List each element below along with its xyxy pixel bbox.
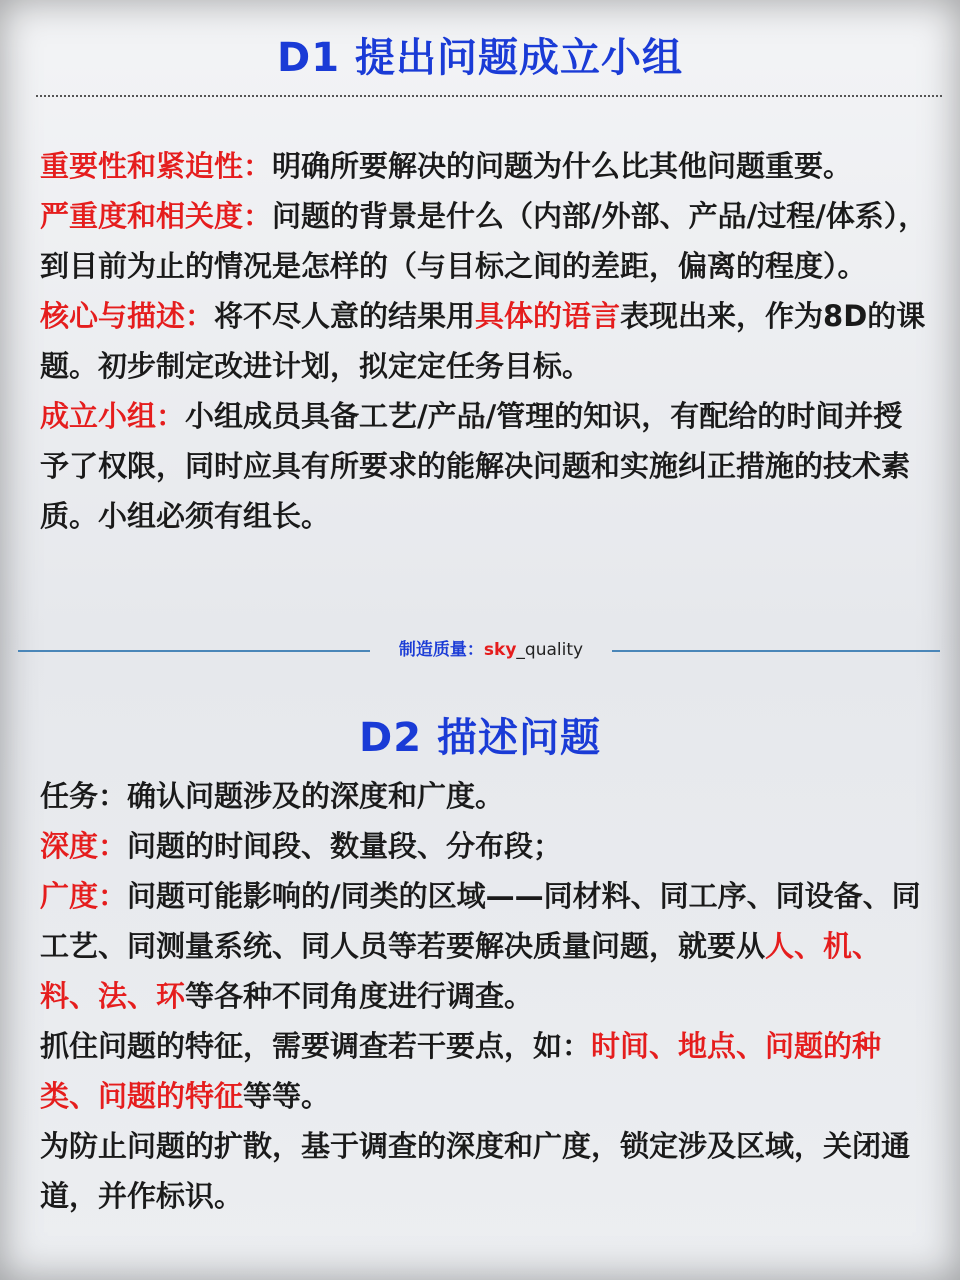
prevent-text: 为防止问题的扩散，基于调查的深度和广度，锁定涉及区域，关闭通道，并作标识。: [40, 1129, 911, 1213]
breadth-text-2: 等各种不同角度进行调查。: [185, 979, 534, 1013]
separator-left: [18, 650, 370, 652]
d1-body: [40, 141, 928, 541]
watermark-brand: sky: [483, 640, 517, 660]
watermark: [370, 638, 612, 662]
dotted-divider: [36, 95, 942, 97]
core-highlight: 具体的语言: [475, 299, 621, 333]
team-text: 小组成员具备工艺/产品/管理的知识，有配给的时间并授予了权限，同时应具有所要求的能解决问题和实施纠正措施的技术素质。小组必须有组长。: [40, 399, 911, 533]
depth-label: 深度：: [40, 829, 128, 863]
watermark-prefix: 制造质量：: [398, 640, 484, 660]
breadth-text: 问题可能影响的/同类的区域——同材料、同工序、同设备、同工艺、同测量系统、同人员等若要解决质量问题，就要从: [40, 879, 921, 963]
severity-label: 严重度和相关度：: [40, 199, 273, 233]
task-text: 任务：确认问题涉及的深度和广度。: [40, 779, 505, 813]
importance-label: 重要性和紧迫性：: [40, 149, 273, 183]
d2-body: [40, 771, 928, 1221]
feature-text-2: 等等。: [243, 1079, 331, 1113]
breadth-label: 广度：: [40, 879, 128, 913]
d1-title: D1 提出问题成立小组: [277, 35, 683, 81]
depth-text: 问题的时间段、数量段、分布段；: [127, 829, 563, 863]
feature-highlight: 时间、地点、问题的种类、问题的特征: [40, 1029, 882, 1113]
breadth-highlight: 人、机、料、法、环: [40, 929, 882, 1013]
core-text-2: 表现出来，作为8D的课题。初步制定改进计划，拟定定任务目标。: [40, 299, 926, 383]
core-label: 核心与描述：: [40, 299, 215, 333]
watermark-suffix: _quality: [516, 640, 584, 660]
importance-text: 明确所要解决的问题为什么比其他问题重要。: [272, 149, 853, 183]
core-text: 将不尽人意的结果用: [214, 299, 476, 333]
severity-text: 问题的背景是什么（内部/外部、产品/过程/体系），到目前为止的情况是怎样的（与目标之间的差距，偏离的程度）。: [40, 199, 928, 283]
feature-text: 抓住问题的特征，需要调查若干要点，如：: [40, 1029, 592, 1063]
team-label: 成立小组：: [40, 399, 186, 433]
separator-right: [612, 650, 940, 652]
d2-title: D2 描述问题: [359, 715, 601, 761]
